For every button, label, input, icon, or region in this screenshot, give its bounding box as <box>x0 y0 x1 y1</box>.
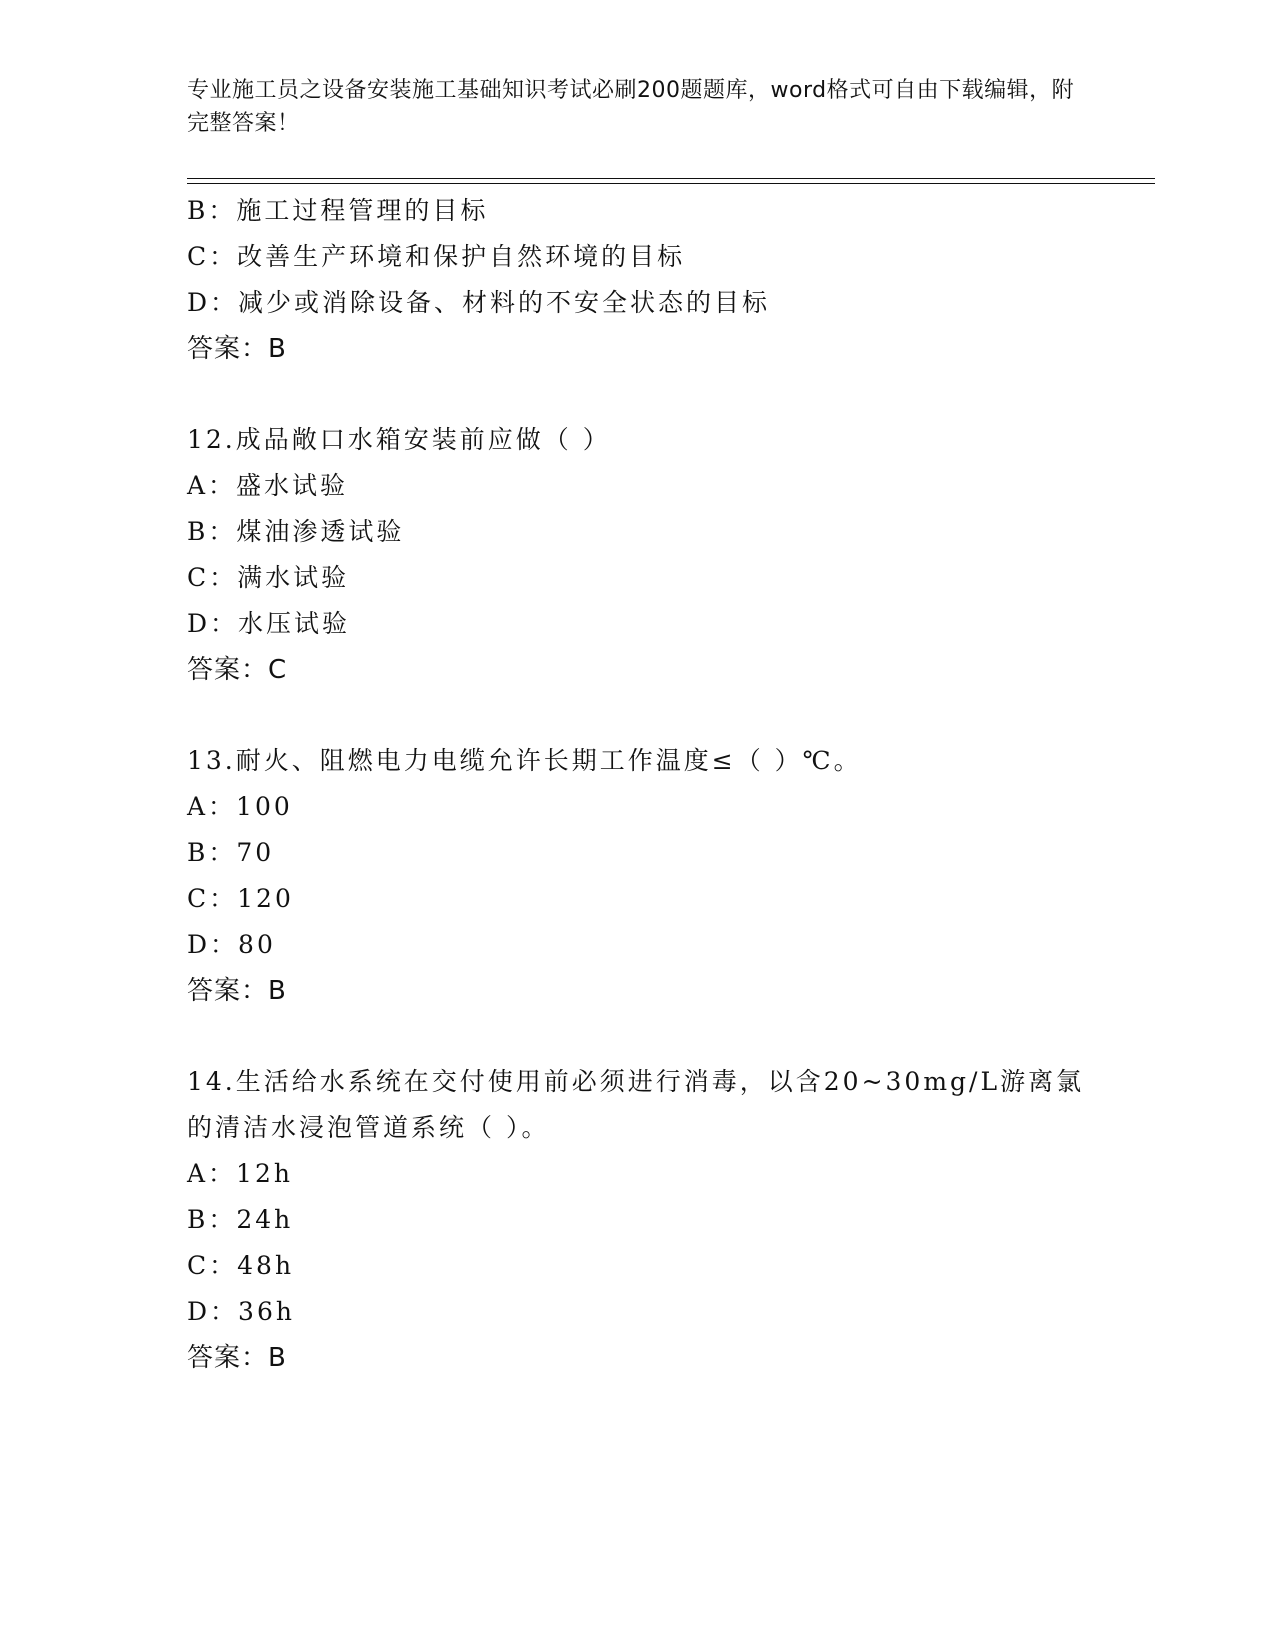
answer: 答案：B <box>187 976 287 1006</box>
option-a: A：12h <box>187 1159 293 1188</box>
question-13 <box>187 738 1147 1014</box>
option-d: D：减少或消除设备、材料的不安全状态的目标 <box>187 288 771 317</box>
question-12 <box>187 417 1147 693</box>
option-c: C：48h <box>187 1251 295 1280</box>
header-title: 专业施工员之设备安装施工基础知识考试必刷200题题库，word格式可自由下载编辑，附完整答案！ <box>187 78 1075 136</box>
option-a: A：100 <box>187 792 293 821</box>
answer: 答案：B <box>187 334 287 364</box>
question-list <box>187 188 1147 1381</box>
document-header <box>187 74 1077 140</box>
option-c: C：满水试验 <box>187 563 350 592</box>
question-11-continued <box>187 188 1147 372</box>
question-14 <box>187 1059 1147 1381</box>
option-b: B：煤油渗透试验 <box>187 517 405 546</box>
question-stem-line-1: 14.生活给水系统在交付使用前必须进行消毒，以含20~30mg/L游离氯 <box>187 1067 1085 1096</box>
option-c: C：改善生产环境和保护自然环境的目标 <box>187 242 686 271</box>
option-b: B：24h <box>187 1205 294 1234</box>
option-d: D：80 <box>187 930 276 959</box>
option-b: B：70 <box>187 838 275 867</box>
answer: 答案：B <box>187 1343 287 1373</box>
question-stem: 13.耐火、阻燃电力电缆允许长期工作温度≤（ ）℃。 <box>187 746 862 775</box>
option-d: D：水压试验 <box>187 609 351 638</box>
option-a: A：盛水试验 <box>187 471 349 500</box>
question-stem-line-2: 的清洁水浸泡管道系统（ ）。 <box>187 1113 550 1142</box>
option-b: B：施工过程管理的目标 <box>187 196 489 225</box>
answer: 答案：C <box>187 655 288 685</box>
option-d: D：36h <box>187 1297 295 1326</box>
question-stem: 12.成品敞口水箱安装前应做（ ） <box>187 425 611 454</box>
option-c: C：120 <box>187 884 294 913</box>
header-rule-top <box>187 178 1155 179</box>
header-rule-bottom <box>187 183 1155 184</box>
